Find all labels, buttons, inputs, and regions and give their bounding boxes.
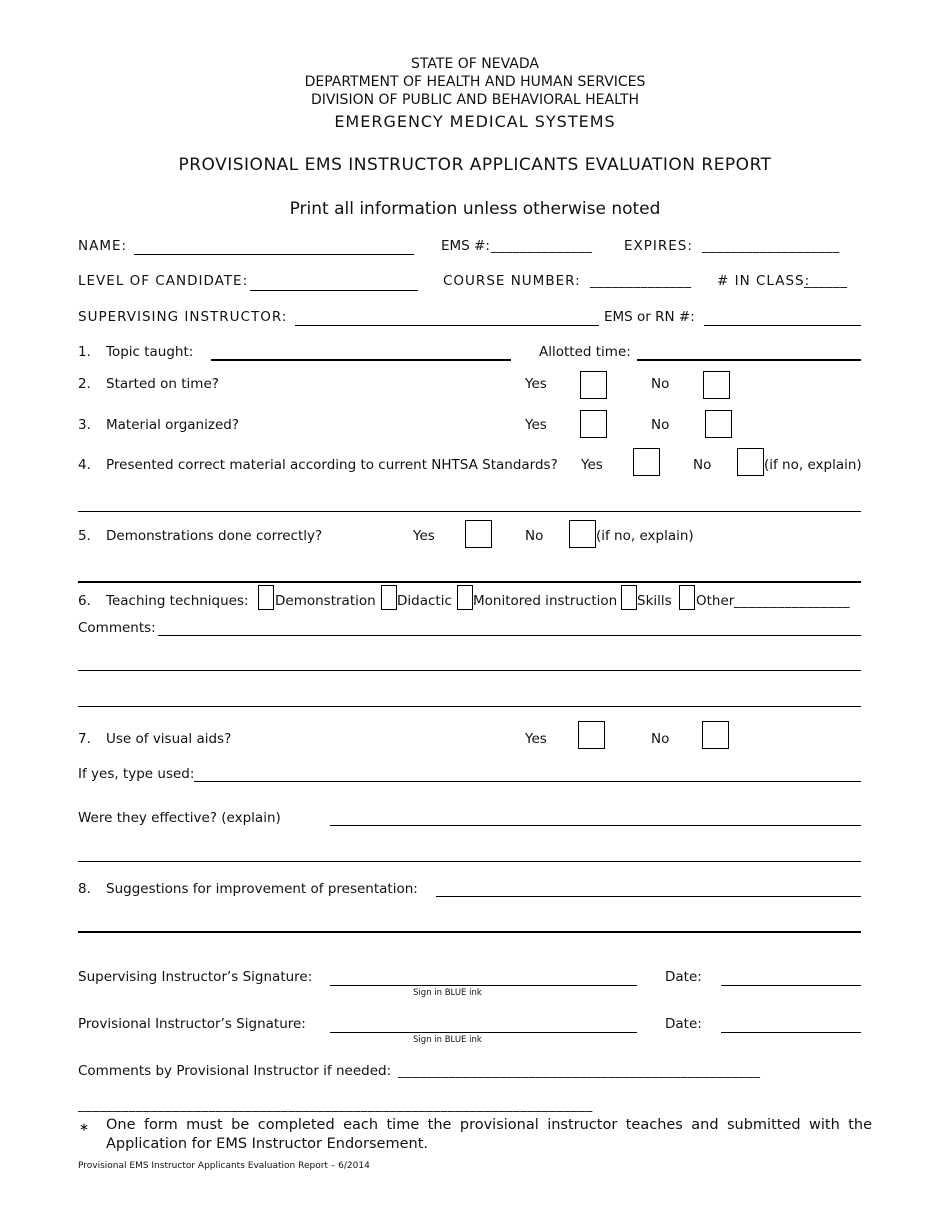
level-field[interactable] [250, 290, 418, 291]
q6-other-field[interactable]: ________________ [734, 593, 850, 609]
q6-skills-checkbox[interactable] [621, 585, 637, 610]
q1-label: Topic taught: [106, 344, 194, 360]
q8-number: 8. [78, 881, 91, 897]
q5-label: Demonstrations done correctly? [106, 528, 323, 544]
effective-label: Were they effective? (explain) [78, 810, 281, 826]
q6-demonstration-label: Demonstration [275, 593, 376, 609]
q7-no-checkbox[interactable] [702, 721, 729, 749]
ems-number-field[interactable]: ______________ [491, 238, 593, 254]
q6-monitored-label: Monitored instruction [473, 593, 618, 609]
header-division: DIVISION OF PUBLIC AND BEHAVIORAL HEALTH [310, 92, 640, 108]
provisional-signature-label: Provisional Instructor’s Signature: [78, 1016, 306, 1032]
q6-other-checkbox[interactable] [679, 585, 695, 610]
expires-field[interactable]: ___________________ [702, 238, 840, 254]
supervising-signature-label: Supervising Instructor’s Signature: [78, 969, 313, 985]
if-yes-label: If yes, type used: [78, 766, 195, 782]
header-department: DEPARTMENT OF HEALTH AND HUMAN SERVICES [304, 74, 646, 90]
q6-number: 6. [78, 593, 91, 609]
q3-no-label: No [651, 417, 670, 433]
name-field[interactable] [134, 254, 414, 255]
comments-label: Comments: [78, 620, 156, 636]
q5-explain-note: (if no, explain) [596, 528, 694, 544]
q7-number: 7. [78, 731, 91, 747]
comments-by-label: Comments by Provisional Instructor if needed: [78, 1063, 392, 1079]
supervising-signature-field[interactable] [330, 985, 637, 986]
form-id: Provisional EMS Instructor Applicants Evaluation Report – 6/2014 [78, 1161, 370, 1171]
if-yes-field[interactable] [194, 781, 861, 782]
q5-yes-label: Yes [413, 528, 435, 544]
q4-no-checkbox[interactable] [737, 448, 764, 476]
header-state: STATE OF NEVADA [411, 56, 539, 72]
q6-other-label: Other [696, 593, 735, 609]
page-title: PROVISIONAL EMS INSTRUCTOR APPLICANTS EVALUATION REPORT [178, 155, 772, 175]
in-class-field[interactable]: ______ [804, 273, 848, 289]
q4-explain-note: (if no, explain) [764, 457, 862, 473]
q5-explain-line[interactable] [78, 581, 861, 583]
q1-number: 1. [78, 344, 91, 360]
q5-no-label: No [525, 528, 544, 544]
q4-explain-line[interactable] [78, 511, 861, 512]
q3-number: 3. [78, 417, 91, 433]
effective-field[interactable] [330, 825, 861, 826]
comments-line-1[interactable] [158, 635, 861, 636]
q3-label: Material organized? [106, 417, 239, 433]
footer-note: One form must be completed each time the provisional instructor teaches and submitted with the Application for EMS Instructor Endorsement. [106, 1117, 872, 1152]
q8-label: Suggestions for improvement of presentation: [106, 881, 418, 897]
comments-line-2[interactable] [78, 670, 861, 671]
comments-line-3[interactable] [78, 706, 861, 707]
ems-rn-field[interactable] [704, 325, 861, 326]
q6-didactic-label: Didactic [397, 593, 452, 609]
provisional-sign-note: Sign in BLUE ink [413, 1035, 482, 1045]
q8-field[interactable] [436, 896, 861, 897]
ems-number-label: EMS #: [441, 238, 490, 254]
q7-yes-checkbox[interactable] [578, 721, 605, 749]
q2-yes-label: Yes [525, 376, 547, 392]
comments-by-field-2[interactable]: _______________________________________________________________________ [78, 1097, 593, 1113]
effective-line-2[interactable] [78, 861, 861, 862]
course-number-field[interactable]: ______________ [590, 273, 692, 289]
q7-yes-label: Yes [525, 731, 547, 747]
provisional-date-field[interactable] [721, 1032, 861, 1033]
q6-demonstration-checkbox[interactable] [258, 585, 274, 610]
allotted-label: Allotted time: [539, 344, 631, 360]
q6-didactic-checkbox[interactable] [381, 585, 397, 610]
asterisk-icon: ∗ [79, 1120, 90, 1134]
supervising-sign-note: Sign in BLUE ink [413, 988, 482, 998]
ems-rn-label: EMS or RN #: [604, 309, 695, 325]
q6-label: Teaching techniques: [106, 593, 249, 609]
q5-no-checkbox[interactable] [569, 520, 596, 548]
q5-number: 5. [78, 528, 91, 544]
provisional-signature-field[interactable] [330, 1032, 637, 1033]
q5-yes-checkbox[interactable] [465, 520, 492, 548]
q2-yes-checkbox[interactable] [580, 371, 607, 399]
allotted-field[interactable] [637, 359, 861, 361]
q8-line-2[interactable] [78, 931, 861, 933]
q3-no-checkbox[interactable] [705, 410, 732, 438]
supervising-field[interactable] [295, 325, 599, 326]
q2-number: 2. [78, 376, 91, 392]
comments-by-field[interactable]: __________________________________________________ [398, 1063, 761, 1079]
instruction-text: Print all information unless otherwise noted [289, 199, 661, 219]
q4-label: Presented correct material according to current NHTSA Standards? [106, 457, 558, 473]
level-label: LEVEL OF CANDIDATE: [78, 273, 249, 289]
header-program: EMERGENCY MEDICAL SYSTEMS [334, 112, 616, 131]
course-number-label: COURSE NUMBER: [443, 273, 581, 289]
q4-yes-checkbox[interactable] [633, 448, 660, 476]
q7-label: Use of visual aids? [106, 731, 232, 747]
q4-yes-label: Yes [581, 457, 603, 473]
in-class-label: # IN CLASS: [717, 273, 811, 289]
expires-label: EXPIRES: [624, 238, 693, 254]
name-label: NAME: [78, 238, 128, 254]
q3-yes-label: Yes [525, 417, 547, 433]
q2-label: Started on time? [106, 376, 219, 392]
q4-no-label: No [693, 457, 712, 473]
q2-no-label: No [651, 376, 670, 392]
q6-skills-label: Skills [637, 593, 672, 609]
q7-no-label: No [651, 731, 670, 747]
topic-field[interactable] [211, 359, 511, 361]
q4-number: 4. [78, 457, 91, 473]
q2-no-checkbox[interactable] [703, 371, 730, 399]
supervising-label: SUPERVISING INSTRUCTOR: [78, 309, 288, 325]
supervising-date-field[interactable] [721, 985, 861, 986]
q3-yes-checkbox[interactable] [580, 410, 607, 438]
provisional-date-label: Date: [665, 1016, 702, 1032]
q6-monitored-checkbox[interactable] [457, 585, 473, 610]
supervising-date-label: Date: [665, 969, 702, 985]
